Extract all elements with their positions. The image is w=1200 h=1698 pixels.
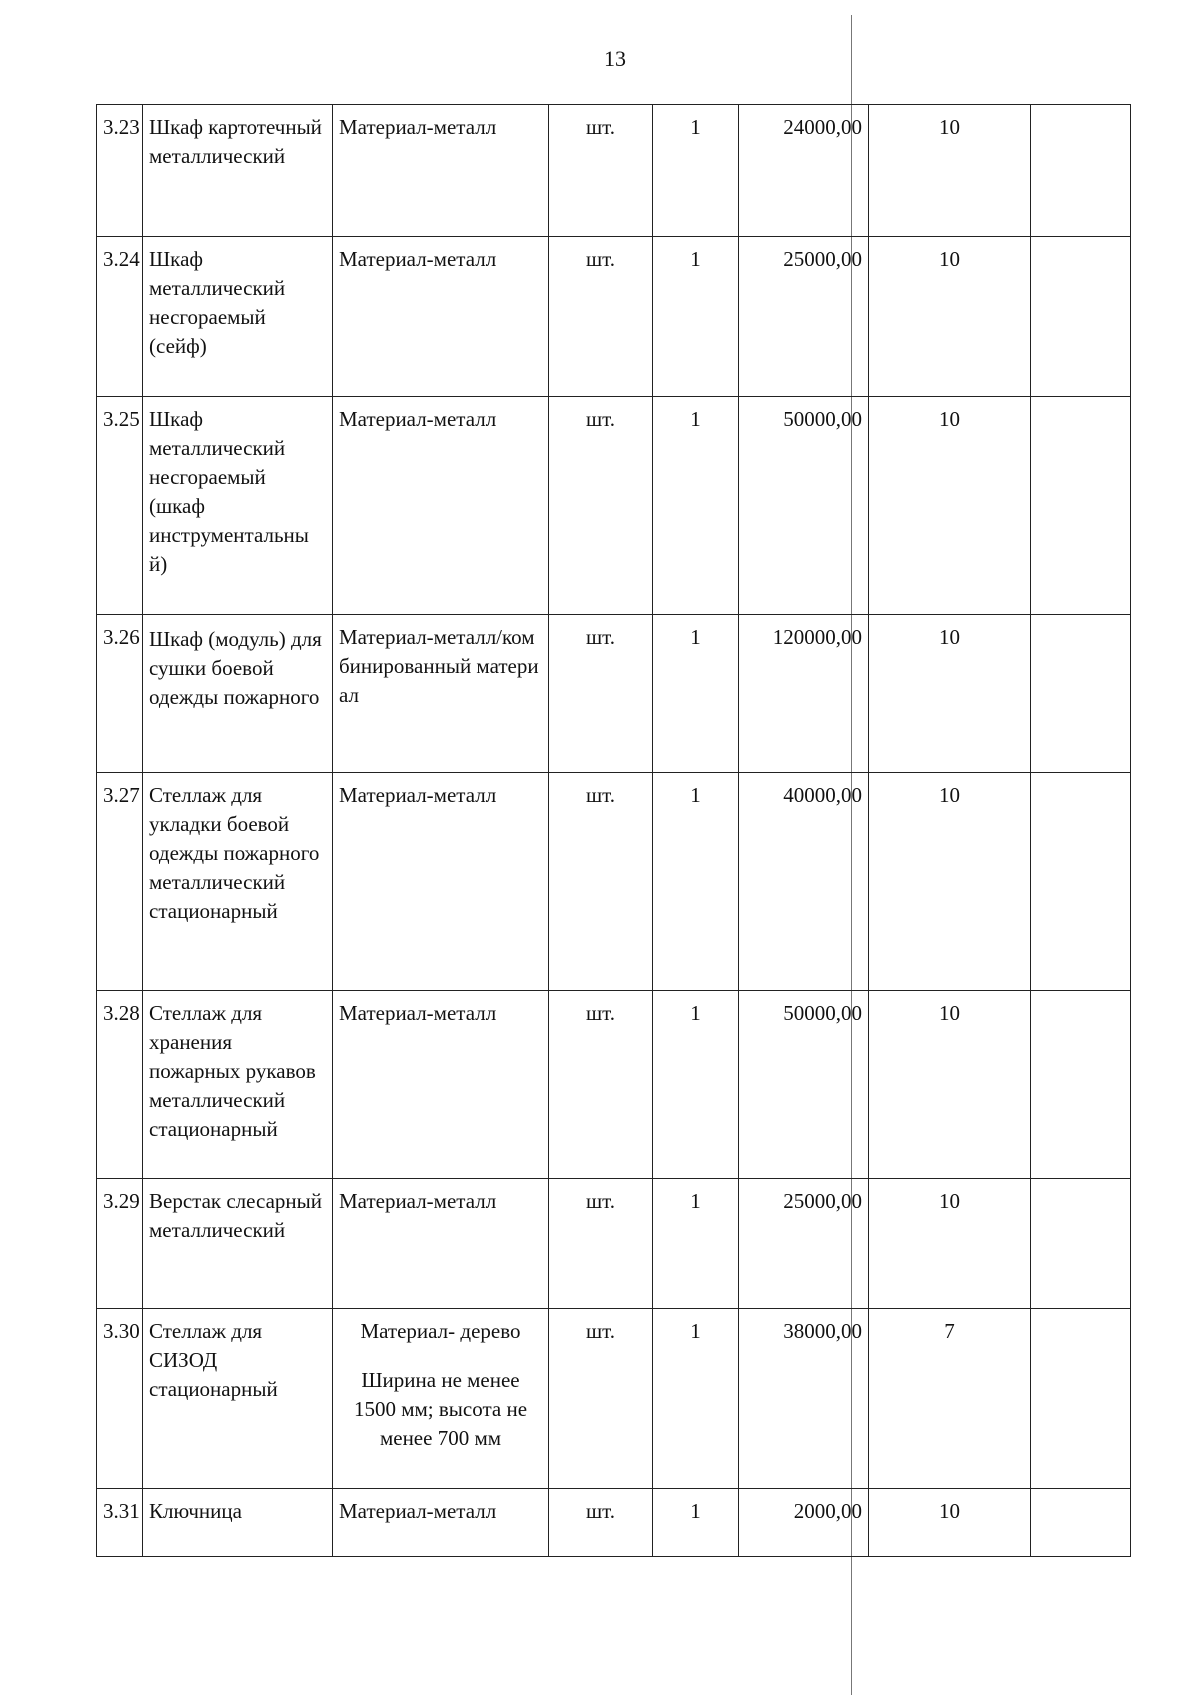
item-name: Шкаф картотечный металлический bbox=[143, 105, 333, 237]
item-price: 24000,00 bbox=[739, 105, 869, 237]
item-unit: шт. bbox=[549, 1179, 653, 1309]
item-service-years: 10 bbox=[869, 397, 1031, 615]
item-price: 38000,00 bbox=[739, 1309, 869, 1489]
row-number: 3.24 bbox=[97, 237, 143, 397]
table-row bbox=[97, 773, 1131, 991]
item-name: Шкаф металлический несгораемый (сейф) bbox=[143, 237, 333, 397]
item-name: Стеллаж для СИЗОД стационарный bbox=[143, 1309, 333, 1489]
item-description bbox=[333, 991, 549, 1179]
item-description bbox=[333, 1309, 549, 1489]
item-unit: шт. bbox=[549, 773, 653, 991]
item-quantity: 1 bbox=[653, 397, 739, 615]
item-quantity: 1 bbox=[653, 615, 739, 773]
item-description bbox=[333, 1179, 549, 1309]
item-service-years: 10 bbox=[869, 773, 1031, 991]
description-line: Ширина не менее 1500 мм; высота не менее 700 мм bbox=[353, 1368, 528, 1450]
item-service-years: 10 bbox=[869, 237, 1031, 397]
item-name: Ключница bbox=[143, 1489, 333, 1557]
item-service-years: 10 bbox=[869, 991, 1031, 1179]
item-price: 50000,00 bbox=[739, 397, 869, 615]
table-row bbox=[97, 397, 1131, 615]
item-quantity: 1 bbox=[653, 237, 739, 397]
description-line: Материал-металл bbox=[339, 247, 497, 271]
item-extra-cell bbox=[1031, 773, 1131, 991]
item-price: 120000,00 bbox=[739, 615, 869, 773]
item-extra-cell bbox=[1031, 105, 1131, 237]
item-extra-cell bbox=[1031, 615, 1131, 773]
table-row bbox=[97, 105, 1131, 237]
item-service-years: 7 bbox=[869, 1309, 1031, 1489]
table-row bbox=[97, 991, 1131, 1179]
item-description bbox=[333, 237, 549, 397]
description-line: Материал-металл bbox=[339, 1001, 497, 1025]
page-number: 13 bbox=[604, 46, 626, 71]
row-number: 3.29 bbox=[97, 1179, 143, 1309]
item-price: 2000,00 bbox=[739, 1489, 869, 1557]
item-extra-cell bbox=[1031, 1179, 1131, 1309]
item-price: 40000,00 bbox=[739, 773, 869, 991]
item-service-years: 10 bbox=[869, 1489, 1031, 1557]
item-service-years: 10 bbox=[869, 105, 1031, 237]
row-number: 3.30 bbox=[97, 1309, 143, 1489]
row-number: 3.25 bbox=[97, 397, 143, 615]
item-extra-cell bbox=[1031, 397, 1131, 615]
item-description bbox=[333, 105, 549, 237]
description-line: Материал-металл/комбинированный материал bbox=[339, 625, 539, 707]
description-line: Материал-металл bbox=[339, 1189, 497, 1213]
item-name: Стеллаж для хранения пожарных рукавов металлический стационарный bbox=[143, 991, 333, 1179]
table-row bbox=[97, 615, 1131, 773]
item-quantity: 1 bbox=[653, 1179, 739, 1309]
table-row bbox=[97, 1489, 1131, 1557]
item-description bbox=[333, 1489, 549, 1557]
item-service-years: 10 bbox=[869, 1179, 1031, 1309]
item-unit: шт. bbox=[549, 1309, 653, 1489]
item-price: 50000,00 bbox=[739, 991, 869, 1179]
item-price: 25000,00 bbox=[739, 237, 869, 397]
item-quantity: 1 bbox=[653, 105, 739, 237]
item-extra-cell bbox=[1031, 1309, 1131, 1489]
description-line: Материал-металл bbox=[339, 783, 497, 807]
item-unit: шт. bbox=[549, 105, 653, 237]
item-name: Верстак слесарный металлический bbox=[143, 1179, 333, 1309]
table-row bbox=[97, 1309, 1131, 1489]
description-line: Материал-металл bbox=[339, 1499, 497, 1523]
item-description bbox=[333, 615, 549, 773]
row-number: 3.26 bbox=[97, 615, 143, 773]
item-service-years: 10 bbox=[869, 615, 1031, 773]
item-description bbox=[333, 773, 549, 991]
item-unit: шт. bbox=[549, 991, 653, 1179]
row-number: 3.31 bbox=[97, 1489, 143, 1557]
row-number: 3.23 bbox=[97, 105, 143, 237]
item-quantity: 1 bbox=[653, 1489, 739, 1557]
item-name: Шкаф металлический несгораемый (шкаф инструментальны й) bbox=[143, 397, 333, 615]
item-unit: шт. bbox=[549, 615, 653, 773]
description-line: Материал-металл bbox=[339, 407, 497, 431]
item-unit: шт. bbox=[549, 237, 653, 397]
item-name: Шкаф (модуль) для сушки боевой одежды пожарного bbox=[143, 615, 333, 773]
description-line: Материал-металл bbox=[339, 115, 497, 139]
equipment-table bbox=[96, 104, 1131, 1557]
item-extra-cell bbox=[1031, 991, 1131, 1179]
table-row bbox=[97, 237, 1131, 397]
row-number: 3.27 bbox=[97, 773, 143, 991]
item-name: Стеллаж для укладки боевой одежды пожарного металлический стационарный bbox=[143, 773, 333, 991]
item-description bbox=[333, 397, 549, 615]
item-price: 25000,00 bbox=[739, 1179, 869, 1309]
row-number: 3.28 bbox=[97, 991, 143, 1179]
item-unit: шт. bbox=[549, 397, 653, 615]
item-quantity: 1 bbox=[653, 1309, 739, 1489]
item-quantity: 1 bbox=[653, 991, 739, 1179]
item-extra-cell bbox=[1031, 237, 1131, 397]
table-row bbox=[97, 1179, 1131, 1309]
item-extra-cell bbox=[1031, 1489, 1131, 1557]
item-unit: шт. bbox=[549, 1489, 653, 1557]
description-line: Материал- дерево bbox=[360, 1319, 521, 1343]
item-quantity: 1 bbox=[653, 773, 739, 991]
